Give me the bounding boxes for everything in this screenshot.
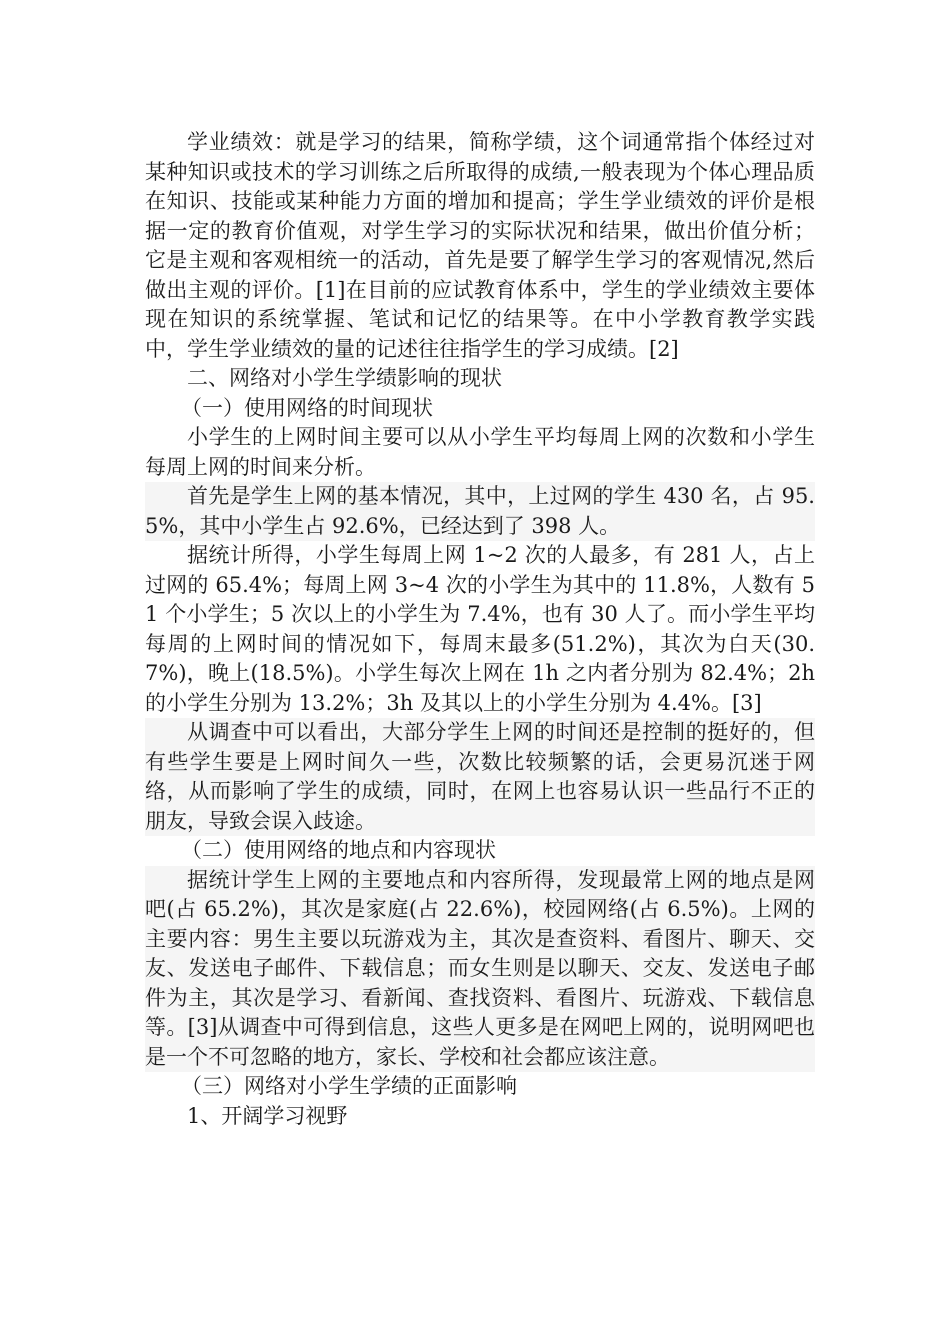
paragraph-academic-performance: 学业绩效：就是学习的结果，简称学绩，这个词通常指个体经过对某种知识或技术的学习训练之后所取得的成绩,一般表现为个体心理品质在知识、技能或某种能力方面的增加和提高；学生学业绩效的评价是根据一定的教育价值观，对学生学习的实际状况和结果，做出价值分析；它是主观和客观相统一的活动，首先是要了解学生学习的客观情况,然后做出主观的评价。[1]在目前的应试教育体系中，学生的学业绩效主要体现在知识的系统掌握、笔试和记忆的结果等。在中小学教育教学实践中，学生学业绩效的量的记述往往指学生的学习成绩。[2]	[145, 130, 815, 361]
subsection-heading-location: （二）使用网络的地点和内容现状	[181, 838, 496, 862]
section-heading-2: 二、网络对小学生学绩影响的现状	[187, 366, 502, 390]
paragraph-online-time-intro: 小学生的上网时间主要可以从小学生平均每周上网的次数和小学生每周上网的时间来分析。	[145, 425, 815, 479]
document-page	[145, 128, 815, 1131]
paragraph-location-content: 据统计学生上网的主要地点和内容所得，发现最常上网的地点是网吧(占 65.2%)，其次是家庭(占 22.6%)，校园网络(占 6.5%)。上网的主要内容：男生主要以玩游戏为主，其次是查资料、看图片、聊天、交友、发送电子邮件、下载信息；而女生则是以聊天、交友、发送电子邮件为主，其次是学习、看新闻、查找资料、看图片、玩游戏、下载信息等。[3]从调查中可得到信息，这些人更多是在网吧上网的，说明网吧也是一个不可忽略的地方，家长、学校和社会都应该注意。	[145, 866, 815, 1073]
paragraph-survey-conclusion: 从调查中可以看出，大部分学生上网的时间还是控制的挺好的，但有些学生要是上网时间久一些，次数比较频繁的话，会更易沉迷于网络，从而影响了学生的成绩，同时，在网上也容易认识一些品行不正的朋友，导致会误入歧途。	[145, 718, 815, 836]
paragraph-basic-situation: 首先是学生上网的基本情况，其中，上过网的学生 430 名，占 95.5%，其中小学生占 92.6%，已经达到了 398 人。	[145, 482, 815, 541]
subsection-heading-time: （一）使用网络的时间现状	[181, 395, 433, 420]
item-heading-broaden-vision: 1、开阔学习视野	[187, 1103, 348, 1128]
paragraph-statistics: 据统计所得，小学生每周上网 1~2 次的人最多，有 281 人，占上过网的 65.4%；每周上网 3~4 次的小学生为其中的 11.8%，人数有 51 个小学生；5 次以上的小学生为 7.4%，也有 30 人了。而小学生平均每周的上网时间的情况如下，每周末最多(51.2%)，其次为白天(30.7%)，晚上(18.5%)。小学生每次上网在 1h 之内者分别为 82.4%；2h 的小学生分别为 13.2%；3h 及其以上的小学生分别为 4.4%。[3]	[145, 543, 815, 715]
subsection-heading-positive: （三）网络对小学生学绩的正面影响	[181, 1074, 517, 1098]
